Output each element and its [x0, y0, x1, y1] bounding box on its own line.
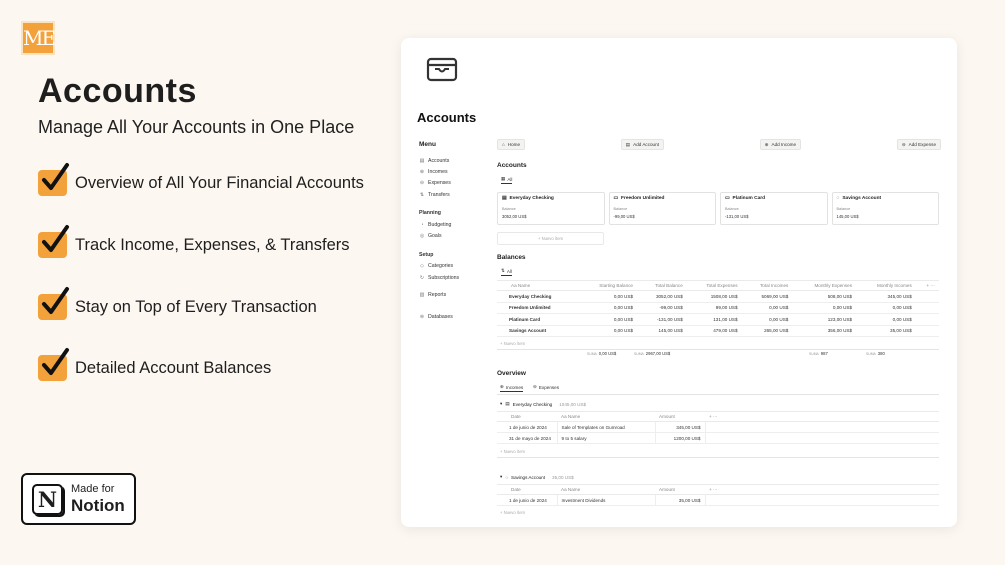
cell-name: 9 to 5 salary — [557, 433, 655, 444]
account-cards — [497, 192, 939, 225]
cell-amount: 1200,00 US$ — [655, 433, 705, 444]
card-value: -99,00 US$ — [613, 214, 635, 219]
sort-icon: ⇅ — [501, 268, 505, 273]
wallet-icon — [426, 55, 458, 85]
accounts-icon: ▤ — [419, 157, 425, 164]
divider — [497, 349, 939, 350]
card-value: 145,00 US$ — [836, 214, 859, 219]
menu-item-label: Categories — [428, 263, 454, 270]
menu-item-label: Expenses — [428, 180, 451, 187]
group-name: Savings Account — [511, 474, 546, 480]
cell: 345,00 US$ — [856, 291, 916, 303]
hero-subtitle: Manage All Your Accounts in One Place — [38, 117, 355, 137]
column-header[interactable]: Monthly Incomes — [856, 281, 916, 291]
card-label: Balance — [613, 207, 628, 211]
row-name: Freedom Unlimited — [497, 302, 579, 314]
new-row-button[interactable]: + Nuevo ítem — [500, 449, 526, 454]
transfers-icon: ⇅ — [419, 191, 425, 198]
cell: 0,00 US$ — [579, 302, 637, 314]
cell: 35,00 US$ — [856, 325, 916, 337]
menu-item-expenses[interactable] — [419, 178, 491, 189]
cell: -131,00 US$ — [637, 314, 687, 326]
sum-total-balance: SUMA 2967,00 US$ — [634, 351, 671, 356]
feature-item — [38, 355, 271, 381]
column-header[interactable]: Aa Name — [557, 485, 655, 495]
tag-icon: ◇ — [420, 263, 424, 270]
tab-label: All — [506, 268, 512, 274]
balances-heading: Balances — [497, 254, 526, 261]
account-card[interactable] — [609, 192, 717, 225]
cell: 123,00 US$ — [792, 314, 856, 326]
feature-text: Stay on Top of Every Transaction — [75, 297, 317, 316]
table-row[interactable] — [497, 422, 939, 433]
sum-monthly-expenses: SUMA 987 — [809, 351, 828, 356]
column-header[interactable]: Total Expenses — [687, 281, 742, 291]
menu-item-budgeting[interactable] — [419, 219, 491, 230]
row-name: Platinum Card — [497, 314, 579, 326]
badge-small-text: Made for — [71, 483, 115, 495]
menu-heading: Menu — [419, 141, 436, 148]
menu-item-label: Reports — [428, 292, 447, 299]
account-add-icon: ▤ — [625, 141, 631, 147]
group-name: Everyday Checking — [512, 401, 553, 407]
new-row-button[interactable]: + Nuevo ítem — [500, 341, 526, 346]
made-for-notion-badge — [21, 473, 136, 525]
tab-label: All — [507, 176, 513, 182]
cell: 99,00 US$ — [687, 302, 742, 314]
column-add-icon[interactable]: + ⋯ — [705, 412, 939, 422]
home-icon: ⌂ — [502, 142, 505, 147]
group-total: 1045,00 US$ — [559, 401, 587, 407]
cell: 0,00 US$ — [856, 314, 916, 326]
table-row[interactable] — [497, 314, 939, 326]
menu-item-label: Incomes — [428, 168, 448, 175]
menu-item-transfers[interactable] — [419, 189, 491, 200]
feature-text: Overview of All Your Financial Accounts — [75, 173, 364, 192]
column-header[interactable]: Starting Balance — [579, 281, 637, 291]
cell-name: Investment Dividends — [557, 495, 655, 506]
side-menu — [419, 141, 491, 323]
menu-section-planning: Planning — [419, 210, 441, 217]
card-label: Balance — [725, 207, 739, 211]
table-header-row — [497, 281, 939, 291]
menu-item-goals[interactable] — [419, 230, 491, 241]
database-icon: ⊜ — [419, 314, 425, 321]
checkmark-icon — [38, 170, 67, 196]
credit-card-icon: ▭ — [725, 196, 730, 201]
column-header[interactable]: Total Balance — [637, 281, 687, 291]
expenses-icon: ⊖ — [419, 180, 425, 187]
menu-item-label: Budgeting — [428, 221, 452, 228]
feature-item — [38, 170, 364, 196]
cell: 356,00 US$ — [792, 325, 856, 337]
cell: 1508,00 US$ — [687, 291, 742, 303]
button-label: Home — [507, 142, 521, 147]
incomes-table-everyday-checking — [497, 411, 939, 444]
menu-item-label: Databases — [428, 314, 453, 321]
menu-item-categories[interactable] — [419, 261, 491, 272]
column-header[interactable]: Monthly Expenses — [792, 281, 856, 291]
menu-item-subscriptions[interactable] — [419, 272, 491, 283]
card-value: -131,00 US$ — [725, 214, 749, 219]
cell: 508,00 US$ — [792, 291, 856, 303]
group-header-everyday-checking[interactable] — [500, 401, 586, 407]
sum-starting-balance: SUMA 0,00 US$ — [587, 351, 617, 356]
cell: 145,00 US$ — [637, 325, 687, 337]
cell: 0,00 US$ — [579, 325, 637, 337]
add-expense-button[interactable] — [897, 139, 941, 150]
cell: 479,00 US$ — [687, 325, 742, 337]
new-row-button[interactable]: + Nuevo ítem — [500, 510, 526, 515]
bank-icon: ▤ — [502, 196, 507, 201]
gallery-icon: ▦ — [501, 176, 506, 181]
column-header[interactable]: Total Incomes — [742, 281, 793, 291]
credit-card-icon: ▭ — [613, 196, 619, 201]
savings-icon: ◌ — [505, 474, 509, 480]
cell: 0,00 US$ — [856, 302, 916, 314]
tab-expenses[interactable] — [533, 384, 559, 390]
chart-icon: ▥ — [419, 292, 425, 299]
cell-date: 31 de mayo de 2024 — [497, 433, 557, 444]
account-card[interactable] — [497, 192, 605, 225]
checkmark-icon — [38, 232, 67, 258]
feature-item — [38, 294, 317, 320]
cell-amount: 345,00 US$ — [655, 422, 705, 433]
cell: 265,00 US$ — [742, 325, 793, 337]
table-row[interactable] — [497, 433, 939, 444]
incomes-table-savings-account — [497, 484, 939, 506]
checkmark-icon — [38, 355, 67, 381]
income-add-icon: ⊕ — [764, 141, 769, 147]
card-title: Freedom Unlimited — [621, 196, 665, 201]
chevron-down-icon[interactable]: ▾ — [500, 401, 503, 406]
cell: 131,00 US$ — [687, 314, 742, 326]
menu-item-databases[interactable] — [419, 312, 491, 323]
column-header[interactable]: Date — [497, 412, 557, 422]
card-label: Balance — [836, 207, 851, 211]
menu-item-label: Transfers — [428, 191, 450, 198]
cell: 0,00 US$ — [579, 291, 637, 303]
cell: 3052,00 US$ — [637, 291, 687, 303]
feature-text: Track Income, Expenses, & Transfers — [75, 235, 350, 254]
feature-text: Detailed Account Balances — [75, 358, 272, 377]
column-header[interactable]: Aa Name — [557, 412, 655, 422]
cell: -99,00 US$ — [637, 302, 687, 314]
account-card[interactable] — [720, 192, 828, 225]
tab-accounts-all[interactable] — [501, 176, 512, 184]
column-header[interactable]: Aa Name — [497, 281, 579, 291]
brand-logo: ME — [21, 21, 55, 55]
subscriptions-icon: ↻ — [419, 274, 425, 281]
tab-incomes[interactable] — [500, 384, 523, 392]
checkmark-icon — [38, 294, 67, 320]
cell: 5069,00 US$ — [742, 291, 793, 303]
add-income-button[interactable] — [760, 139, 801, 150]
cell: 0,00 US$ — [742, 314, 793, 326]
row-name: Everyday Checking — [497, 291, 579, 303]
menu-item-label: Accounts — [428, 157, 450, 164]
button-label: Add Expense — [908, 142, 936, 147]
tab-label: Incomes — [505, 384, 524, 390]
cell-date: 1 de junio de 2024 — [497, 422, 557, 433]
menu-item-incomes[interactable] — [419, 166, 491, 177]
menu-section-setup: Setup — [419, 251, 434, 258]
button-label: Add Account — [633, 142, 659, 147]
balances-table — [497, 280, 939, 337]
chevron-down-icon[interactable]: ▾ — [500, 474, 503, 479]
overview-heading: Overview — [497, 370, 526, 377]
column-header[interactable]: Amount — [655, 485, 705, 495]
action-button-row — [497, 139, 941, 150]
button-label: Add Income — [771, 142, 797, 147]
column-header[interactable]: Amount — [655, 412, 705, 422]
budgeting-icon: ◔ — [420, 221, 424, 228]
hero-title: Accounts — [38, 72, 197, 110]
column-add-icon[interactable]: + ⋯ — [705, 485, 939, 495]
menu-item-accounts[interactable] — [419, 155, 491, 166]
cell: 0,00 US$ — [579, 314, 637, 326]
savings-icon: ◌ — [836, 196, 840, 201]
add-account-button[interactable] — [621, 139, 664, 150]
goals-icon: ◎ — [419, 233, 425, 240]
divider — [497, 394, 939, 395]
accounts-heading: Accounts — [497, 162, 527, 169]
incomes-icon: ⊕ — [419, 168, 425, 175]
table-row[interactable] — [497, 302, 939, 314]
expense-add-icon: ⊖ — [901, 141, 906, 147]
expenses-icon: ⊖ — [533, 384, 537, 389]
notion-logo-icon: N — [32, 484, 63, 515]
cell-name: Sale of Templates on Gumroad — [557, 422, 655, 433]
card-label: Balance — [502, 207, 516, 211]
group-total: 35,00 US$ — [552, 474, 574, 480]
group-header-savings-account[interactable] — [500, 474, 574, 480]
new-account-card-button[interactable]: + Nuevo ítem — [497, 232, 604, 245]
cell-date: 1 de junio de 2024 — [497, 495, 557, 506]
column-add-icon[interactable]: + ⋯ — [916, 281, 939, 291]
column-header[interactable]: Date — [497, 485, 557, 495]
row-name: Savings Account — [497, 325, 579, 337]
bank-icon: ▤ — [505, 401, 510, 406]
card-value: 3052,00 US$ — [502, 214, 527, 219]
tab-label: Expenses — [538, 384, 560, 390]
table-row[interactable] — [497, 291, 939, 303]
sum-monthly-incomes: SUMA 380 — [866, 351, 885, 356]
home-button[interactable] — [497, 139, 525, 150]
page-title: Accounts — [417, 110, 477, 125]
notion-page-window — [401, 38, 957, 527]
incomes-icon: ⊕ — [500, 384, 504, 389]
card-title: Platinum Card — [732, 196, 766, 201]
menu-item-label: Subscriptions — [428, 274, 460, 281]
card-title: Everyday Checking — [509, 196, 554, 201]
card-title: Savings Account — [842, 196, 882, 201]
cell-amount: 35,00 US$ — [655, 495, 705, 506]
table-row[interactable] — [497, 495, 939, 506]
cell: 0,00 US$ — [742, 302, 793, 314]
account-card[interactable] — [832, 192, 940, 225]
menu-item-label: Goals — [428, 233, 442, 240]
table-header-row — [497, 412, 939, 422]
menu-item-reports[interactable] — [419, 289, 491, 300]
cell: 0,00 US$ — [792, 302, 856, 314]
feature-item — [38, 232, 350, 258]
table-header-row — [497, 485, 939, 495]
divider — [497, 457, 939, 458]
table-row[interactable] — [497, 325, 939, 337]
badge-big-text: Notion — [71, 496, 125, 515]
tab-balances-all[interactable] — [501, 268, 512, 276]
